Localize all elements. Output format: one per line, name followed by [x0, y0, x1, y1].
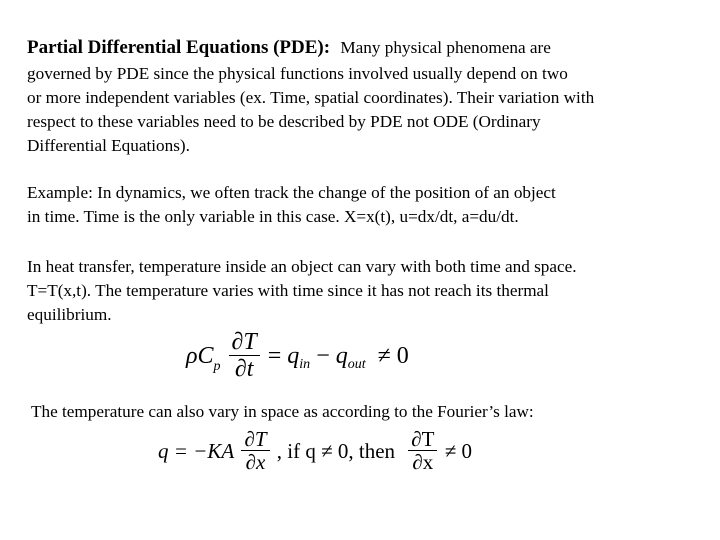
- fourier-dT: ∂T: [244, 427, 267, 451]
- energy-rho-cp: ρC: [186, 342, 214, 369]
- energy-dt: ∂t: [229, 355, 260, 382]
- fourier-dT-dx-fraction-2: [408, 428, 437, 474]
- fourier-neq-zero: ≠ 0: [444, 438, 473, 463]
- paragraph-3-line-3: equilibrium.: [27, 305, 112, 324]
- paragraph-2-line-2: in time. Time is the only variable in this case. X=x(t), u=dx/dt, a=du/dt.: [27, 207, 519, 226]
- fourier-dT-2: ∂T: [411, 427, 435, 451]
- energy-equals: =: [267, 342, 282, 369]
- energy-q-in: q: [287, 342, 300, 369]
- energy-p-subscript: p: [213, 359, 221, 375]
- paragraph-4-line-1: The temperature can also vary in space as according to the Fourier’s law:: [31, 402, 534, 421]
- energy-out-subscript: out: [347, 357, 366, 373]
- energy-in-subscript: in: [299, 357, 311, 373]
- fourier-dx: ∂x: [241, 450, 269, 474]
- heading-title: Partial Differential Equations (PDE):: [27, 37, 331, 58]
- paragraph-3-line-2: T=T(x,t). The temperature varies with time since it has not reach its thermal: [27, 281, 549, 300]
- energy-dT: ∂T: [231, 329, 257, 355]
- energy-equation: [186, 330, 409, 383]
- energy-dT-dt-fraction: [229, 330, 260, 383]
- energy-neq-zero: ≠ 0: [377, 342, 409, 369]
- fourier-dT-dx-fraction: [241, 428, 269, 474]
- paragraph-1-line-2: or more independent variables (ex. Time, spatial coordinates). Their variation with: [27, 88, 595, 107]
- fourier-lhs: q = −KA: [158, 438, 235, 463]
- paragraph-3-line-1: In heat transfer, temperature inside an object can vary with both time and space.: [27, 257, 577, 276]
- paragraph-1-line-4: Differential Equations).: [27, 136, 190, 155]
- paragraph-2-line-1: Example: In dynamics, we often track the change of the position of an object: [27, 183, 556, 202]
- paragraph-1-line-3: respect to these variables need to be described by PDE not ODE (Ordinary: [27, 112, 541, 131]
- heading-intro: Many physical phenomena are: [340, 38, 551, 57]
- fourier-middle: , if q ≠ 0, then: [276, 438, 396, 463]
- fourier-equation: [158, 428, 472, 474]
- energy-q-out: q: [335, 342, 348, 369]
- heading-line: [27, 36, 551, 60]
- fourier-dx-2: ∂x: [408, 450, 437, 474]
- paragraph-1-line-1: governed by PDE since the physical functions involved usually depend on two: [27, 64, 568, 83]
- energy-minus: −: [316, 342, 330, 369]
